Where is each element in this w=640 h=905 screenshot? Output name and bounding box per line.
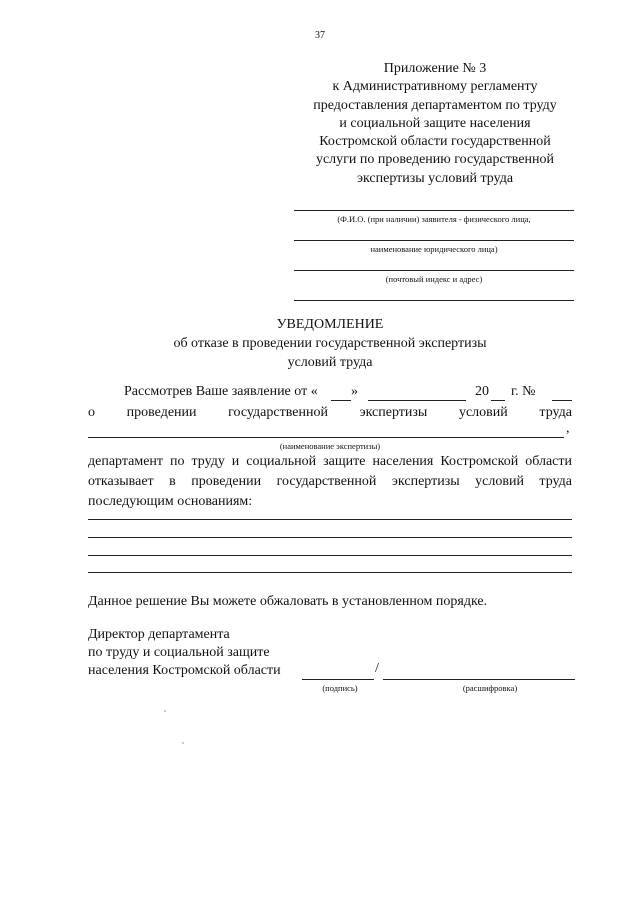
notice-subtitle: об отказе в проведении государственной экспертизы [173,336,487,351]
address-caption: (почтовый индекс и адрес) [385,274,483,284]
notice-subtitle-2: условий труда [287,355,373,370]
notice-title: УВЕДОМЛЕНИЕ [276,317,384,332]
address-fill-line-2[interactable] [294,300,574,301]
director-title-line: по труду и социальной защите [88,645,270,660]
page-number: 37 [315,30,325,41]
org-caption: наименование юридического лица) [370,244,498,254]
expertise-comma: , [566,421,570,436]
scan-speck [182,742,184,744]
month-fill-line[interactable] [368,400,466,401]
fio-caption: (Ф.И.О. (при наличии) заявителя - физического лица, [337,214,531,224]
about-word: условий [458,405,508,420]
decoding-caption: (расшифровка) [462,683,518,693]
about-row [88,405,572,421]
appeal-text: Данное решение Вы можете обжаловать в установленном порядке. [88,594,488,609]
decoding-fill-line[interactable] [383,679,575,680]
intro-text: Рассмотрев Ваше заявление от « [124,384,318,399]
appendix-line: услуги по проведению государственной [315,152,555,168]
appendix-line: к Административному регламенту [332,79,538,95]
fio-fill-line[interactable] [294,210,574,211]
signature-caption: (подпись) [322,683,358,693]
signature-fill-line[interactable] [302,679,374,680]
appendix-line: и социальной защите населения [339,115,531,131]
expertise-fill-line[interactable] [88,437,564,438]
about-word: о [88,405,95,420]
appendix-block [295,60,575,188]
appendix-line: предоставления департаментом по труду [313,97,557,113]
year-fill-line[interactable] [491,400,505,401]
number-label: г. № [511,384,536,399]
reason-fill-line[interactable] [88,519,572,520]
about-word: проведении [126,405,197,420]
org-fill-line[interactable] [294,240,574,241]
appendix-line: экспертизы условий труда [356,170,514,186]
about-word: экспертизы [359,405,428,420]
director-title-line: Директор департамента [88,627,230,642]
reason-fill-line[interactable] [88,555,572,556]
about-word: государственной [228,405,328,420]
day-fill-line[interactable] [331,400,351,401]
director-title-line: населения Костромской области [88,663,281,678]
intro-close-quote: » [351,384,358,399]
appendix-line: Костромской области государственной [319,134,551,150]
expertise-caption: (наименование экспертизы) [279,441,381,451]
address-fill-line[interactable] [294,270,574,271]
about-word: труда [539,405,572,420]
appendix-line: Приложение № 3 [383,61,487,76]
reason-fill-line[interactable] [88,537,572,538]
year-prefix: 20 [475,384,489,399]
number-fill-line[interactable] [552,400,572,401]
signature-slash: / [375,661,379,676]
reason-fill-line[interactable] [88,572,572,573]
refusal-paragraph: департамент по труду и социальной защите населения Костромской области отказывает в проведении государственной экспертизы условий труда последующим основаниям: [88,454,572,509]
scan-speck [164,710,166,712]
